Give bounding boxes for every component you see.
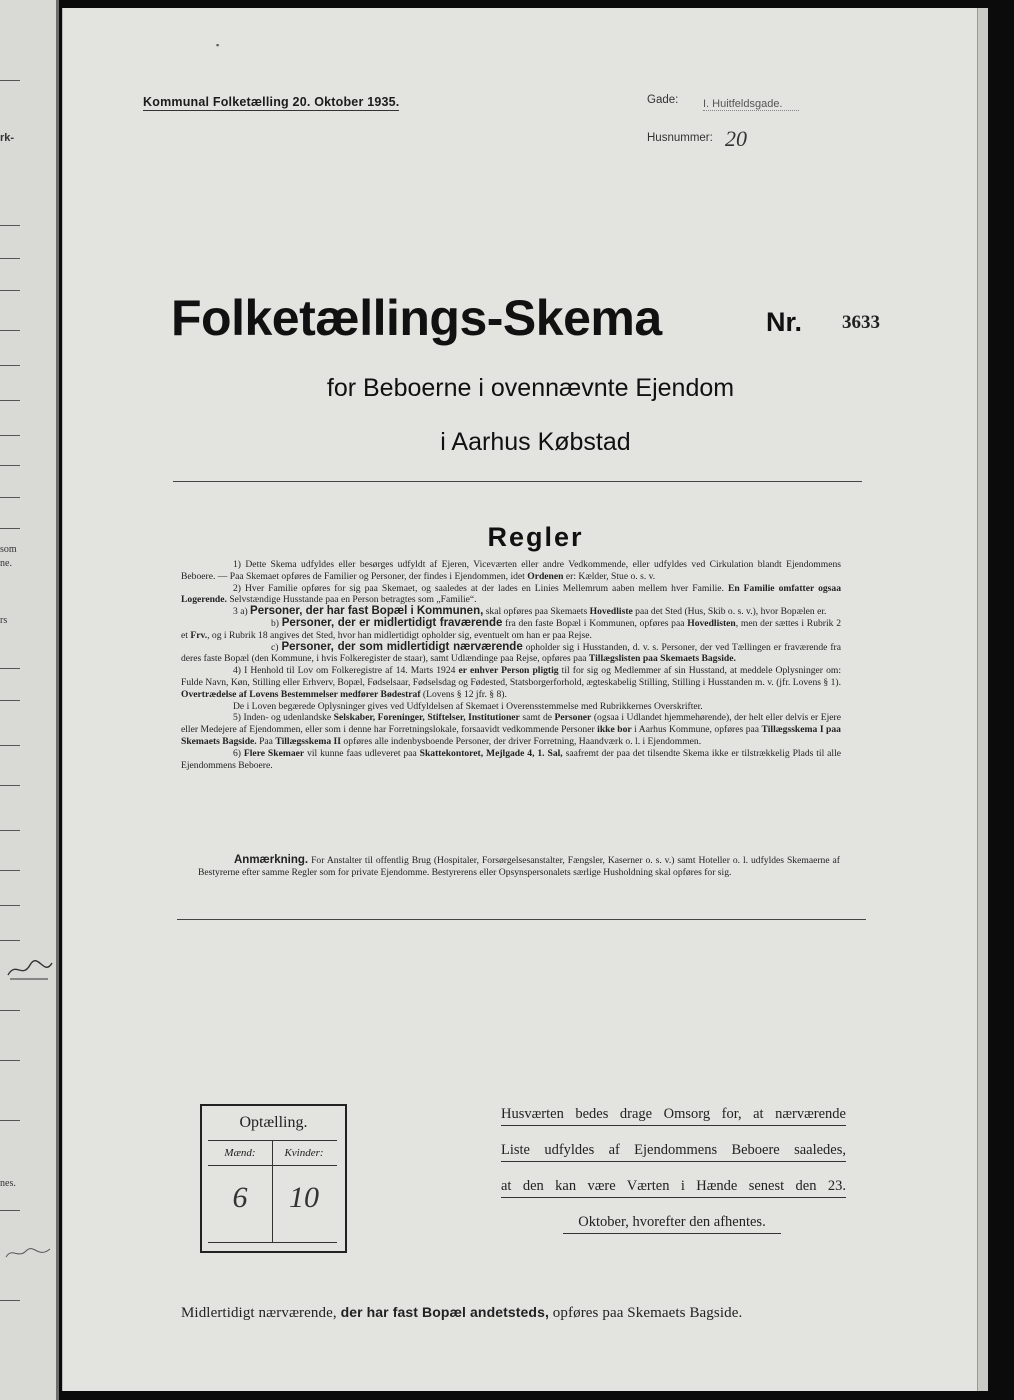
rule-6: 6) Flere Skemaer vil kunne faas udleveret paa Skattekontoret, Mejlgade 4, 1. Sal, saafremt der paa det tilsendte Skema ikke er tilstrækkelig Plads til alle Ejendommens Beboere. bbox=[181, 747, 842, 771]
sliver-rule bbox=[0, 258, 20, 259]
sliver-rule bbox=[0, 290, 20, 291]
notice-line-3: at den kan være Værten i Hænde senest den 23. bbox=[501, 1178, 846, 1198]
handwritten-mark bbox=[2, 955, 54, 983]
rule-4-note: De i Loven begærede Oplysninger gives ved Udfyldelsen af Skemaet i Overensstemmelse med Rubrikkernes Overskrifter. bbox=[233, 700, 703, 712]
gade-label: Gade: bbox=[647, 94, 679, 106]
count-table bbox=[208, 1140, 337, 1243]
sliver-rule bbox=[0, 330, 20, 331]
husnummer-label: Husnummer: bbox=[647, 132, 713, 144]
count-box bbox=[200, 1104, 347, 1253]
footer-note bbox=[181, 1304, 742, 1322]
women-label: Kvinder: bbox=[284, 1147, 324, 1159]
divider bbox=[177, 919, 866, 920]
rule-3c: c) Personer, der som midlertidigt nærværende opholder sig i Husstanden, d. v. s. Personer, der ved Tællingen er fraværende fra deres faste Bopæl (den Kommune, i hvis Folkeregister de staar), samt Udlændinge paa Rejse, opføres paa Tillægslisten paa Skemaets Bagside. bbox=[181, 640, 841, 665]
previous-page-edge bbox=[0, 0, 59, 1400]
sliver-text: rk- bbox=[0, 132, 15, 144]
sliver-rule bbox=[0, 465, 20, 466]
annotation-text: For Anstalter til offentlig Brug (Hospitaler, Forsørgelsesanstalter, Fængsler, Kaserner o. s. v.) samt Hoteller o. l. udfyldes Skemaerne af Bestyrerne efter samme Regler som for private Ejendomme. Bestyrerens eller Opsynspersonalets særlige Husholdning skal opføres for sig. bbox=[198, 855, 840, 878]
rule-5: 5) Inden- og udenlandske Selskaber, Foreninger, Stiftelser, Institutioner samt de Personer (ogsaa i Udlandet hjemmehørende), der helt eller delvis er Ejere eller Medejere af Ejendommen, eller som i denne har Forretningslokale, forsaavidt vedkommende Personer ikke bor i Aarhus Kommune, opføres paa Tillægsskema I paa Skemaets Bagside. Paa Tillægsskema II opføres alle indenbysboende Personer, der driver Forretning, Haandværk o. l. i Ejendommen. bbox=[181, 712, 841, 747]
rules-heading: Regler bbox=[487, 522, 584, 552]
sliver-rule bbox=[0, 435, 20, 436]
footer-part: opføres paa Skemaets Bagside. bbox=[548, 1305, 743, 1321]
sliver-rule bbox=[0, 668, 20, 669]
sliver-rule bbox=[0, 80, 20, 81]
page-edge bbox=[977, 8, 988, 1391]
sliver-rule bbox=[0, 745, 20, 746]
form-title: Folketællings-Skema bbox=[171, 290, 662, 346]
gade-value: I. Huitfeldsgade. bbox=[703, 98, 799, 111]
handwritten-mark bbox=[2, 1243, 54, 1263]
sliver-text: nes. bbox=[0, 1178, 16, 1189]
rule-2: 2) Hver Familie opføres for sig paa Skemaet, og saaledes at der lades en Linies Mellemrum aaben mellem hver Familie. En Familie omfatter ogsaa Logerende. Selvstændige Husstande paa en Person betragtes som „Familie“. bbox=[181, 582, 841, 606]
sliver-rule bbox=[0, 1210, 20, 1211]
count-title: Optælling. bbox=[239, 1114, 308, 1131]
sliver-rule bbox=[0, 830, 20, 831]
subtitle-residents: for Beboerne i ovennævnte Ejendom bbox=[326, 374, 735, 402]
speck: ▪ bbox=[216, 40, 220, 50]
rule-4: 4) I Henhold til Lov om Folkeregistre af 14. Marts 1924 er enhver Person pligtig til for sig og Medlemmer af sin Husstand, at meddele Oplysninger om: Fulde Navn, Køn, Stilling eller Erhverv, Bopæl, Fødselsaar, Fødselsdag og Fødested, Statsborgerforhold, ægteskabelig Stilling, Stilling i Husstanden m. v. (jfr. Lovens § 1). Overtrædelse af Lovens Bestemmelser medfører Bødestraf (Lovens § 12 jfr. § 8). bbox=[181, 665, 841, 700]
divider bbox=[173, 481, 862, 482]
men-label: Mænd: bbox=[224, 1147, 256, 1159]
annotation-lead: Anmærkning. bbox=[234, 854, 309, 866]
sliver-rule bbox=[0, 870, 20, 871]
sliver-text: som bbox=[0, 544, 17, 555]
subtitle-city: i Aarhus Købstad bbox=[440, 428, 631, 456]
sliver-rule bbox=[0, 365, 20, 366]
annotation-note bbox=[198, 855, 840, 879]
sliver-rule bbox=[0, 400, 20, 401]
form-number: 3633 bbox=[842, 312, 880, 333]
sliver-rule bbox=[0, 1300, 20, 1301]
sliver-rule bbox=[0, 1010, 20, 1011]
men-count[interactable]: 6 bbox=[232, 1181, 248, 1214]
census-form-page bbox=[62, 8, 978, 1391]
rules-text bbox=[181, 559, 841, 771]
notice-line-4: Oktober, hvorefter den afhentes. bbox=[563, 1214, 781, 1234]
sliver-rule bbox=[0, 528, 20, 529]
notice-line-1: Husværten bedes drage Omsorg for, at nærværende bbox=[501, 1106, 846, 1126]
census-header: Kommunal Folketælling 20. Oktober 1935. bbox=[143, 95, 400, 109]
footer-bold: der har fast Bopæl andetsteds, bbox=[340, 1304, 549, 1320]
sliver-rule bbox=[0, 905, 20, 906]
husnummer-value: 20 bbox=[725, 126, 747, 151]
footer-part: Midlertidigt nærværende, bbox=[181, 1305, 341, 1321]
sliver-rule bbox=[0, 940, 20, 941]
sliver-rule bbox=[0, 1060, 20, 1061]
notice-line-2: Liste udfyldes af Ejendommens Beboere saaledes, bbox=[501, 1142, 846, 1162]
sliver-rule bbox=[0, 497, 20, 498]
sliver-rule bbox=[0, 1120, 20, 1121]
rule-3a: 3 a) Personer, der har fast Bopæl i Kommunen, skal opføres paa Skemaets Hovedliste paa det Sted (Hus, Skib o. s. v.), hvor Bopælen er. bbox=[233, 605, 827, 618]
sliver-rule bbox=[0, 700, 20, 701]
sliver-rule bbox=[0, 225, 20, 226]
number-label: Nr. bbox=[766, 307, 803, 337]
sliver-text: rs bbox=[0, 615, 8, 626]
sliver-text: ne. bbox=[0, 558, 12, 569]
rule-1: 1) Dette Skema udfyldes eller besørges udfyldt af Ejeren, Viceværten eller andre Vedkommende, eller udfyldes ved Cirkulation blandt Ejendommens Beboere. — Paa Skemaet opføres de Familier og Personer, der findes i Ejendommen, idet Ordenen er: Kælder, Stue o. s. v. bbox=[181, 559, 841, 582]
sliver-rule bbox=[0, 785, 20, 786]
women-count[interactable]: 10 bbox=[289, 1181, 319, 1214]
rule-3b: b) Personer, der er midlertidigt fraværende fra den faste Bopæl i Kommunen, opføres paa Hovedlisten, men der sættes i Rubrik 2 et Frv., og i Rubrik 18 angives det Sted, hvor han midlertidigt opholder sig, eventuelt om han er paa Rejse. bbox=[181, 616, 842, 641]
